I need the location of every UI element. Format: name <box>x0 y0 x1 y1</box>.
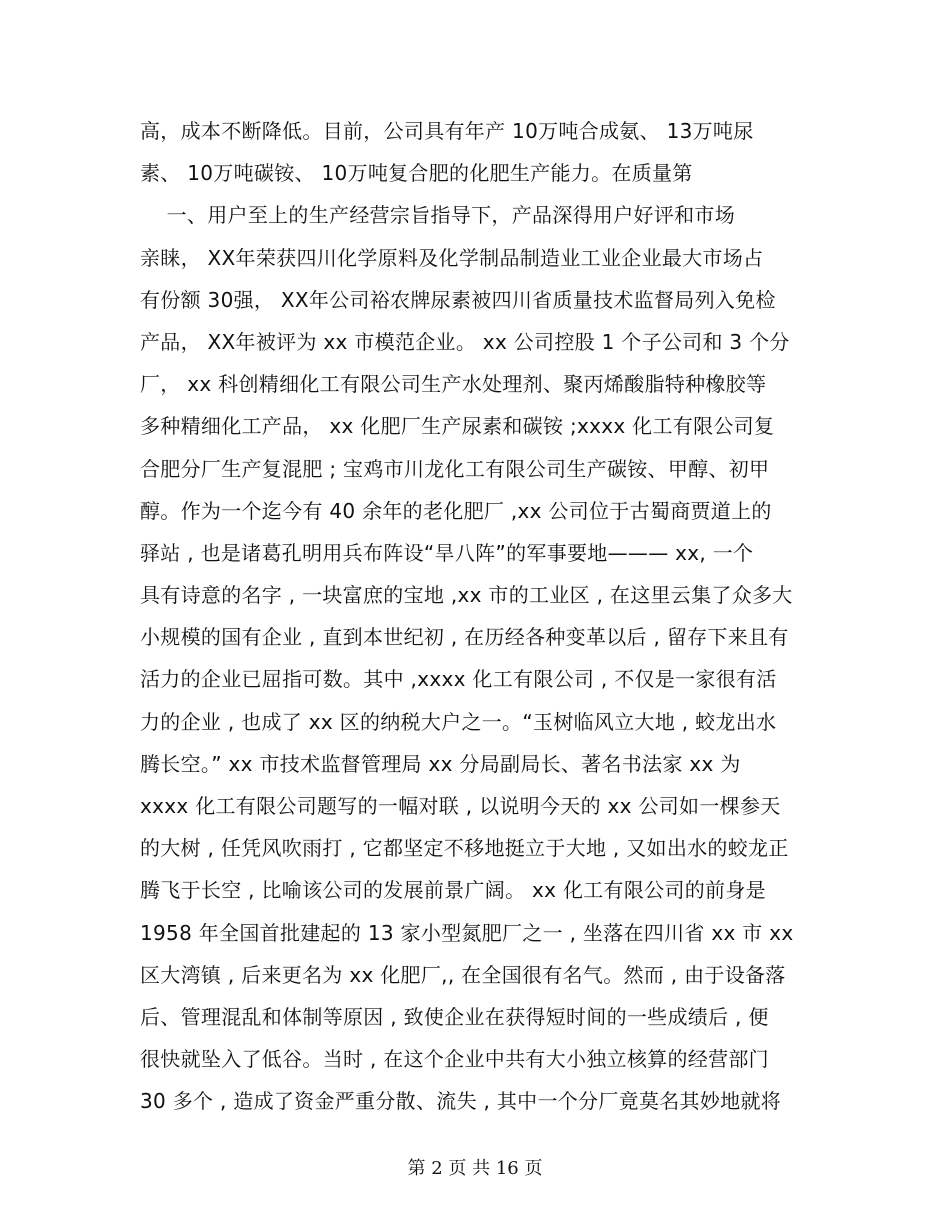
text-line: 1958 年全国首批建起的 13 家小型氮肥厂之一 , 坐落在四川省 xx 市 xx <box>140 920 794 945</box>
text-line: 区大湾镇 , 后来更名为 xx 化肥厂,, 在全国很有名气。然而 , 由于设备落 <box>140 962 786 987</box>
text-line: 产品， XX年被评为 xx 市模范企业。 xx 公司控股 1 个子公司和 3 个分 <box>140 329 790 354</box>
text-line: 素、 10万吨碳铵、 10万吨复合肥的化肥生产能力。在质量第 <box>140 161 693 186</box>
text-line: 有份额 30强， XX年公司裕农牌尿素被四川省质量技术监督局列入免检 <box>140 287 776 312</box>
text-line: 多种精细化工产品， xx 化肥厂生产尿素和碳铵 ;xxxx 化工有限公司复 <box>140 414 775 439</box>
text-line: 厂， xx 科创精细化工有限公司生产水处理剂、聚丙烯酸脂特种橡胶等 <box>140 372 767 397</box>
text-line: 驿站 , 也是诸葛孔明用兵布阵设“旱八阵”的军事要地——— xx, 一个 <box>140 540 754 565</box>
text-line: 具有诗意的名字 , 一块富庶的宝地 ,xx 市的工业区 , 在这里云集了众多大 <box>140 583 793 608</box>
text-line: 腾长空。” xx 市技术监督管理局 xx 分局副局长、著名书法家 xx 为 <box>140 751 741 776</box>
text-line: 后、管理混乱和体制等原因 , 致使企业在获得短时间的一些成绩后 , 便 <box>140 1004 769 1029</box>
text-line: 的大树 , 任凭风吹雨打 , 它都坚定不移地挺立于大地 , 又如出水的蛟龙正 <box>140 836 789 861</box>
text-line: 30 多个 , 造成了资金严重分散、流失 , 其中一个分厂竟莫名其妙地就将 <box>140 1089 782 1114</box>
text-line: 小规模的国有企业 , 直到本世纪初 , 在历经各种变革以后 , 留存下来且有 <box>140 625 789 650</box>
text-line: 醇。作为一个迄今有 40 余年的老化肥厂 ,xx 公司位于古蜀商贾道上的 <box>140 498 772 523</box>
text-line: 一、用户至上的生产经营宗旨指导下，产品深得用户好评和市场 <box>140 203 736 228</box>
text-line: 亲睐， XX年荣获四川化学原料及化学制品制造业工业企业最大市场占 <box>140 245 764 270</box>
text-line: xxxx 化工有限公司题写的一幅对联 , 以说明今天的 xx 公司如一棵参天 <box>140 794 781 818</box>
page-footer: 第 2 页 共 16 页 <box>407 1158 543 1179</box>
body-text <box>140 110 810 1123</box>
text-line: 活力的企业已屈指可数。其中 ,xxxx 化工有限公司 , 不仅是一家很有活 <box>140 667 777 692</box>
text-line: 腾飞于长空 , 比喻该公司的发展前景广阔。 xx 化工有限公司的前身是 <box>140 878 766 903</box>
text-line: 很快就坠入了低谷。当时 , 在这个企业中共有大小独立核算的经营部门 <box>140 1047 769 1072</box>
text-line: 合肥分厂生产复混肥 ; 宝鸡市川龙化工有限公司生产碳铵、甲醇、初甲 <box>140 456 770 481</box>
text-line: 高，成本不断降低。目前，公司具有年产 10万吨合成氨、 13万吨尿 <box>140 119 754 143</box>
text-line: 力的企业 , 也成了 xx 区的纳税大户之一。“玉树临风立大地 , 蛟龙出水 <box>140 709 777 734</box>
